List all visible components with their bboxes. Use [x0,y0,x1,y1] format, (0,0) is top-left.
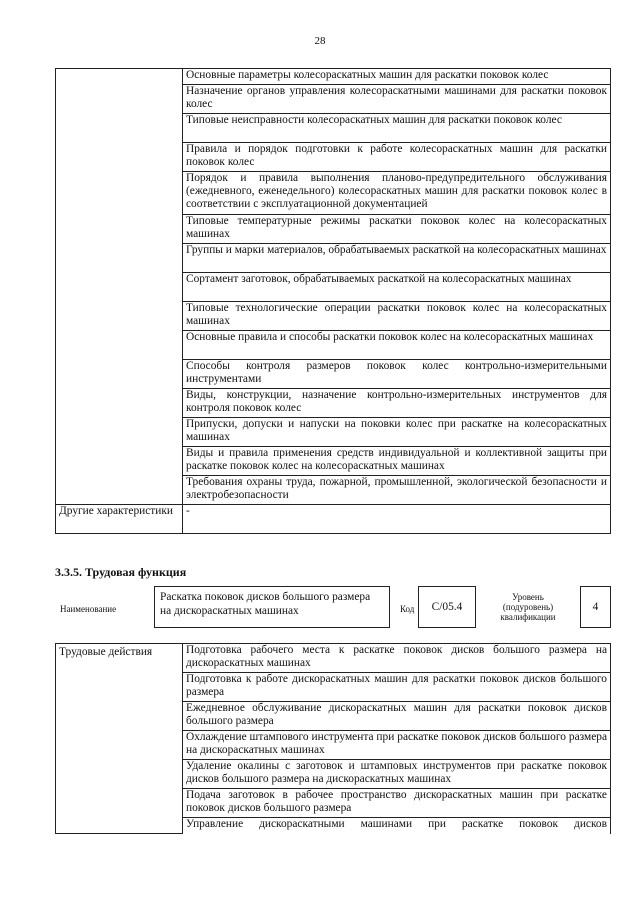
table-row: Основные правила и способы раскатки поковок колес на колесораскатных машинах [183,331,611,360]
table-row: Правила и порядок подготовки к работе колесораскатных машин для раскатки поковок колес [183,143,611,172]
other-characteristics-value: - [183,505,611,534]
knowledge-table [55,68,611,534]
table-row: Сортамент заготовок, обрабатываемых раскаткой на колесораскатных машинах [183,273,611,302]
label-cell [56,69,183,505]
table-row: Охлаждение штампового инструмента при раскатке поковок дисков большого размера на дискораскатных машинах [183,731,611,760]
table-row: Виды, конструкции, назначение контрольно-измерительных инструментов для контроля поковок колес [183,389,611,418]
code-label: Код [400,604,415,614]
section-heading: 3.3.5. Трудовая функция [55,565,187,579]
table-row: Удаление окалины с заготовок и штамповых инструментов при раскатке поковок дисков большого размера на дискораскатных машинах [183,760,611,789]
other-characteristics-label: Другие характеристики [56,505,183,534]
table-row: Подача заготовок в рабочее пространство дискораскатных машин при раскатке поковок дисков большого размера [183,789,611,818]
table-row: Назначение органов управления колесораскатными машинами для раскатки поковок колес [183,85,611,114]
page-number: 28 [314,35,326,47]
table-row: Типовые неисправности колесораскатных машин для раскатки поковок колес [183,114,611,143]
name-value: Раскатка поковок дисков большого размера на дискораскатных машинах [154,586,390,628]
labor-actions-label: Трудовые действия [56,644,183,834]
table-row: Типовые технологические операции раскатки поковок колес на колесораскатных машинах [183,302,611,331]
level-label: Уровень (подуровень) квалификации [500,592,556,622]
table-row: Требования охраны труда, пожарной, промышленной, экологической безопасности и электробезопасности [183,476,611,505]
level-value: 4 [580,586,611,628]
name-label: Наименование [60,604,117,614]
table-row: Типовые температурные режимы раскатки поковок колес на колесораскатных машинах [183,215,611,244]
table-row: Группы и марки материалов, обрабатываемых раскаткой на колесораскатных машинах [183,244,611,273]
table-row: Управление дискораскатными машинами при раскатке поковок дисков [183,818,611,834]
table-row: Подготовка рабочего места к раскатке поковок дисков большого размера на дискораскатных машинах [183,644,611,673]
table-row: Подготовка к работе дискораскатных машин для раскатки поковок дисков большого размера [183,673,611,702]
table-row: Порядок и правила выполнения планово-предупредительного обслуживания (ежедневного, еженедельного) колесораскатных машин для раскатки поковок колес в соответствии с эксплуатационной документацией [183,172,611,215]
table-row: Основные параметры колесораскатных машин для раскатки поковок колес [183,69,611,85]
table-row: Ежедневное обслуживание дискораскатных машин для раскатки поковок дисков большого размера [183,702,611,731]
table-row: Виды и правила применения средств индивидуальной и коллективной защиты при раскатке поковок колес на колесораскатных машинах [183,447,611,476]
code-value: C/05.4 [418,586,476,628]
table-row: Припуски, допуски и напуски на поковки колес при раскатке на колесораскатных машинах [183,418,611,447]
table-row: Способы контроля размеров поковок колес контрольно-измерительными инструментами [183,360,611,389]
labor-actions-table [55,643,611,834]
